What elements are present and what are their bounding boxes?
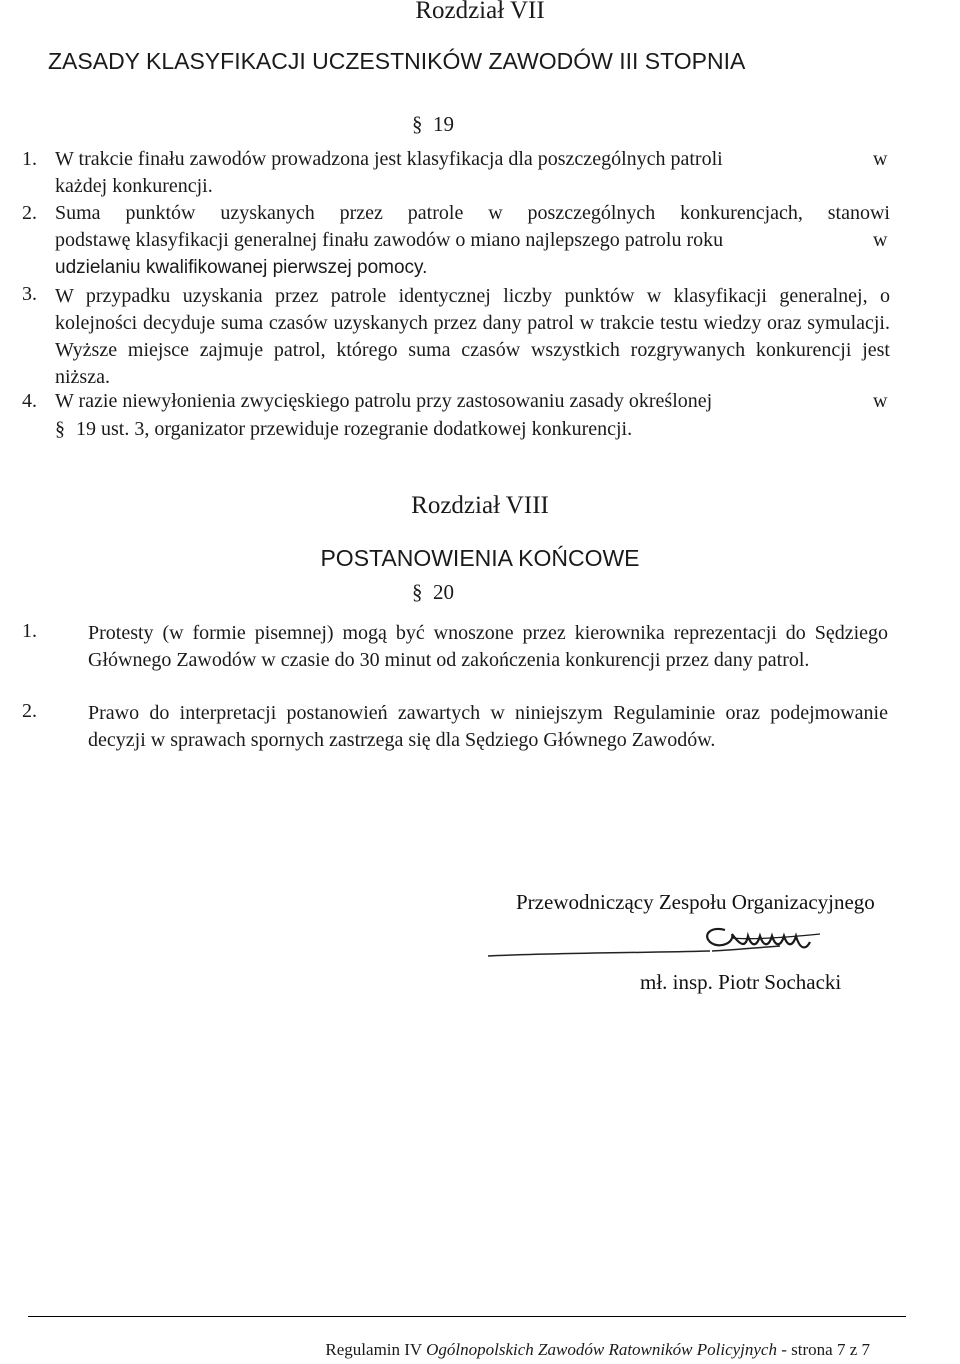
chapter-8-subtitle: POSTANOWIENIA KOŃCOWE	[320, 545, 640, 571]
item-number: 2.	[22, 700, 37, 722]
item-text: Prawo do interpretacji postanowień zawartych w niniejszym Regulaminie oraz podejmowanie decyzji w sprawach spornych zastrzega się dla Sędziego Głównego Zawodów.	[88, 702, 888, 751]
page-footer	[0, 1340, 870, 1360]
handwritten-signature	[480, 920, 840, 970]
chapter-7-title: Rozdział VII	[415, 0, 545, 24]
item-text-tail: w	[873, 229, 888, 251]
section-symbol: §	[412, 112, 423, 136]
section-symbol: §	[412, 580, 423, 604]
footer-page: - strona 7 z 7	[776, 1340, 870, 1359]
item-number: 1.	[22, 620, 37, 642]
item-text-tail: w	[873, 390, 888, 412]
item-text: W przypadku uzyskania przez patrole identycznej liczby punktów w klasyfikacji generalnej, o kolejności decyduje suma czasów uzyskanych przez dany patrol w trakcie testu wiedzy oraz symulacji. Wyższe miejsce zajmuje patrol, którego suma czasów wszystkich rozgrywanych konkurencji jest niższa.	[55, 285, 890, 388]
item-text-line: 19 ust. 3, organizator przewiduje rozegranie dodatkowej konkurencji.	[76, 418, 633, 440]
footer-divider	[28, 1316, 906, 1317]
section-20-heading	[412, 580, 454, 605]
chapter-8-title: Rozdział VIII	[411, 492, 549, 519]
chapter-7-subtitle: ZASADY KLASYFIKACJI UCZESTNIKÓW ZAWODÓW III STOPNIA	[48, 48, 746, 74]
item-text: Protesty (w formie pisemnej) mogą być wnoszone przez kierownika reprezentacji do Sędziego Głównego Zawodów w czasie do 30 minut od zakończenia konkurencji przez dany patrol.	[88, 622, 888, 671]
item-number: 3.	[22, 283, 37, 305]
section-symbol: §	[55, 418, 65, 440]
item-text-line: Suma punktów uzyskanych przez patrole w poszczególnych konkurencjach, stanowi	[55, 202, 890, 224]
item-number: 1.	[22, 148, 37, 170]
section-19-heading	[412, 112, 454, 137]
item-text-line: udzielaniu kwalifikowanej pierwszej pomocy.	[55, 257, 428, 278]
item-text-line: każdej konkurencji.	[55, 175, 213, 197]
signature-name: mł. insp. Piotr Sochacki	[640, 970, 842, 994]
item-text-tail: w	[873, 148, 888, 170]
item-text-line: podstawę klasyfikacji generalnej finału zawodów o miano najlepszego patrolu roku	[55, 229, 724, 251]
item-number: 4.	[22, 390, 37, 412]
item-text-line: W razie niewyłonienia zwycięskiego patrolu przy zastosowaniu zasady określonej	[55, 390, 713, 412]
footer-title: Ogólnopolskich Zawodów Ratowników Policyjnych	[426, 1340, 777, 1359]
signature-title: Przewodniczący Zespołu Organizacyjnego	[516, 890, 875, 914]
section-number: 19	[433, 112, 454, 136]
section-number: 20	[433, 580, 454, 604]
footer-prefix: Regulamin IV	[325, 1340, 427, 1359]
item-text-line: W trakcie finału zawodów prowadzona jest klasyfikacja dla poszczególnych patroli	[55, 148, 723, 170]
item-number: 2.	[22, 202, 37, 224]
